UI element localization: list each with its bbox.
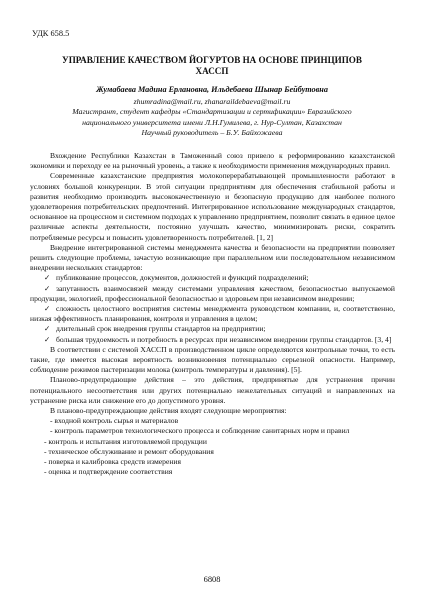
- paragraph: В соответствии с системой ХАССП в производственном цикле определяются контрольные точки, то есть такие, где имеется высокая вероятность возникновения потенциально серьезной опасности. Например, соблюдение режимов пастеризации молока (контроль температуры и давления). [5].: [30, 344, 395, 375]
- authors: Жумабаева Мадина Ерлановна, Ильдебаева Шынар Бейбутовна: [96, 85, 328, 94]
- list-item-text: публикование процессов, документов, должностей и функций подразделений;: [56, 273, 309, 283]
- list-item-text: длительный срок внедрения группы стандартов на предприятии;: [56, 324, 266, 334]
- checkmark-icon: ✓: [44, 324, 51, 334]
- paragraph: Вхождение Республики Казахстан в Таможенный союз привело к реформированию казахстанской экономики и переходу ее на рыночный уровень, а также к необходимости применения международных правил.: [30, 151, 395, 171]
- list-item: - поверка и калибровка средств измерения: [44, 457, 181, 467]
- paper-title: УПРАВЛЕНИЕ КАЧЕСТВОМ ЙОГУРТОВ НА ОСНОВЕ ПРИНЦИПОВ ХАССП: [62, 55, 362, 77]
- paragraph: Внедрение интегрированной системы менеджмента качества и безопасности на предприятии позволяет решить следующие проблемы, зачастую возникающие при параллельном или последовательном независимом внедрении нескольких стандартов:: [30, 242, 395, 273]
- list-item-text: сложность целостного восприятия системы менеджмента руководством компании, и, соответственно, низкая эффективность планирования, контроля и управления в целом;: [30, 304, 395, 324]
- author-info: [30, 97, 394, 139]
- list-item: [30, 273, 395, 283]
- supervisor: Научный руководитель – Б.У. Байхожаева: [141, 128, 283, 138]
- checkmark-icon: ✓: [44, 273, 51, 283]
- list-item: [30, 284, 395, 304]
- affiliation-line-1: Магистрант, студент кафедры «Стандартизации и сертификации» Евразийского: [72, 107, 352, 117]
- list-item: [30, 335, 395, 345]
- list-item: - оценка и подтверждение соответствия: [44, 467, 173, 477]
- list-item-text: запутанность взаимосвязей между системами управления качеством, безопасностью выпускаемой продукции, экологией, профессиональной безопасностью и здоровьем при независимом внедрении;: [30, 283, 395, 303]
- list-item: - входной контроль сырья и материалов: [50, 416, 179, 426]
- list-item-text: большая трудоемкость и потребность в ресурсах при независимом внедрении группы стандартов. [3, 4]: [56, 334, 392, 344]
- checkmark-icon: ✓: [44, 334, 51, 344]
- paragraph: Планово-предупредающие действия – это действия, предпринятые для устранения причин потенциального несоответствия или других потенциально нежелательных ситуаций и направленных на устранение риска или снижение его до допустимого уровня.: [30, 375, 395, 405]
- list-item: - контроль и испытания изготовляемой продукции: [44, 436, 207, 446]
- check-list: [30, 273, 395, 344]
- article-body: [30, 151, 395, 478]
- paragraph: Современные казахстанские предприятия молокоперерабатывающей промышленности работают в условиях большой конкуренции. В этой ситуации предприятиям для обеспечения стабильной работы и развития необходимо производить высококачественную и безопасную продукцию для наиболее полного удовлетворения потребительских предпочтений. Интегрированное использование международных стандартов, основанное на процессном и системном подходах к управлению предприятием, позволит связать в единое целое различные аспекты деятельности, постоянно улучшать качество, минимизировать риски, сократить потребляемые ресурсы и повысить удовлетворенность потребителей. [1, 2]: [30, 171, 395, 242]
- paragraph: В планово-предупреждающие действия входят следующие мероприятия:: [50, 406, 287, 416]
- checkmark-icon: ✓: [44, 283, 51, 293]
- measures-list: [30, 416, 395, 477]
- list-item: [30, 324, 395, 334]
- checkmark-icon: ✓: [44, 304, 51, 314]
- affiliation-line-2: национального университета имени Л.Н.Гумилева, г. Нур-Султан, Казахстан: [82, 117, 342, 127]
- list-item: - техническое обслуживание и ремонт оборудования: [44, 446, 214, 456]
- list-item: - контроль параметров технологического процесса и соблюдение санитарных норм и правил: [50, 426, 350, 436]
- page-number: 6808: [203, 575, 221, 584]
- list-item: [30, 304, 395, 324]
- emails: zhumradina@mail.ru, zhanaraildebaeva@mail.ru: [133, 97, 291, 106]
- udk-code: УДК 658.5: [32, 29, 70, 38]
